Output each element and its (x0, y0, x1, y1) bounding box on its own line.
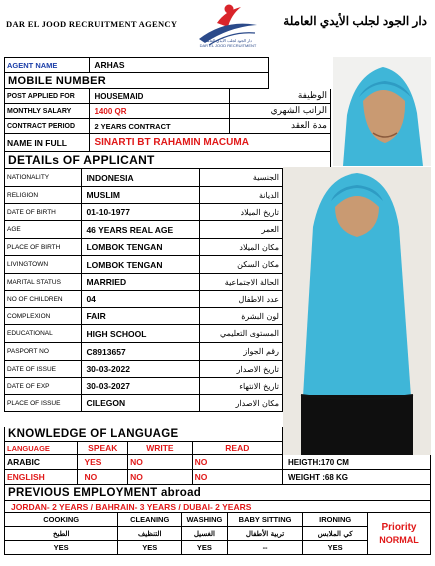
detail-label: NO OF CHILDREN (5, 291, 82, 307)
portrait-photo-icon (333, 57, 431, 166)
detail-label: MARITAL STATUS (5, 274, 82, 290)
write-value: NO (128, 455, 193, 469)
employment-countries-row (4, 501, 431, 513)
agent-name-label: AGENT NAME (5, 58, 90, 72)
detail-row (4, 343, 283, 361)
write-value: NO (128, 470, 193, 484)
job-value: HOUSEMAID (90, 89, 229, 103)
priority-label: Priority (381, 522, 417, 533)
full-body-photo-icon (283, 167, 431, 455)
language-name: ENGLISH (5, 470, 78, 484)
detail-value: C8913657 (82, 343, 199, 360)
detail-label-arabic: الجنسية (252, 173, 279, 182)
weight-value: WEIGHT :68 KG (288, 472, 349, 482)
detail-value: HIGH SCHOOL (82, 325, 199, 342)
priority-value: NORMAL (379, 535, 419, 545)
speak-value: YES (78, 455, 128, 469)
employment-title-row (4, 485, 431, 501)
detail-label-arabic: مكان الاصدار (235, 398, 279, 408)
detail-label: DATE OF ISSUE (5, 361, 82, 377)
detail-label-arabic: مكان السكن (237, 260, 279, 269)
detail-row (4, 325, 283, 343)
weight-row (283, 470, 431, 485)
detail-label: DATE OF BIRTH (5, 204, 82, 220)
job-label: POST APPLIED FOR (5, 89, 90, 103)
detail-label: RELIGION (5, 187, 82, 203)
detail-row (4, 187, 283, 204)
skill-cell: BABY SITTING (228, 513, 304, 526)
height-value: HEIGTH:170 CM (288, 457, 349, 467)
detail-row (4, 395, 283, 412)
agency-name-arabic: دار الجود لجلب الأيدي العاملة (283, 14, 427, 28)
language-name: ARABIC (5, 455, 78, 469)
skills-row (4, 527, 368, 541)
detail-value: MARRIED (82, 274, 199, 290)
job-label-arabic: مدة العقد (291, 121, 327, 131)
detail-value: INDONESIA (82, 169, 199, 186)
language-title-row (4, 427, 283, 442)
language-row-arabic (4, 455, 283, 470)
skill-cell: CLEANING (118, 513, 182, 526)
language-header: LANGUAGE (5, 442, 78, 454)
skill-cell: COOKING (5, 513, 118, 526)
job-row-post (4, 89, 331, 104)
skill-cell: YES (327, 543, 343, 552)
skill-cell: WASHING (182, 513, 228, 526)
detail-label-arabic: لون البشرة (241, 311, 279, 321)
details-title: DETAILs OF APPLICANT (8, 153, 155, 167)
detail-row (4, 274, 283, 291)
detail-value: 04 (82, 291, 199, 307)
skill-cell: تربية الأطفال (228, 527, 304, 540)
detail-label-arabic: رقم الجواز (243, 347, 279, 356)
detail-row (4, 239, 283, 256)
detail-label: NATIONALITY (5, 169, 82, 186)
skill-cell: الطبخ (5, 527, 118, 540)
detail-label: PASPORT NO (5, 343, 82, 360)
language-row-english (4, 470, 283, 485)
language-header-row (4, 442, 283, 455)
detail-value: CILEGON (82, 395, 199, 411)
job-label: MONTHLY SALARY (5, 104, 90, 118)
skills-row (4, 513, 368, 527)
detail-value: 30-03-2027 (82, 378, 199, 394)
job-value: 1400 QR (90, 104, 229, 118)
height-row (283, 455, 431, 470)
employment-countries: JORDAN- 2 YEARS / BAHRAIN- 3 YEARS / DUBAI- 2 YEARS (11, 501, 252, 512)
detail-label-arabic: الديانة (258, 190, 279, 200)
letterhead (0, 0, 435, 56)
detail-label-arabic: الحالة الاجتماعية (224, 277, 279, 287)
speak-header: SPEAK (78, 442, 128, 454)
detail-label-arabic: تاريخ الميلاد (240, 207, 279, 217)
detail-row (4, 256, 283, 274)
language-title: KNOWLEDGE OF LANGUAGE (8, 428, 179, 440)
detail-value: LOMBOK TENGAN (82, 239, 199, 255)
job-row-salary (4, 104, 331, 119)
agent-name-value: ARHAS (94, 60, 125, 70)
detail-value: LOMBOK TENGAN (82, 256, 199, 273)
skill-cell: كي الملابس (317, 529, 353, 538)
detail-row (4, 204, 283, 221)
full-name-label: NAME IN FULL (5, 134, 90, 151)
detail-label-arabic: تاريخ الاصدار (236, 364, 279, 374)
read-header: READ (225, 443, 250, 453)
skill-cell: التنظيف (118, 527, 182, 540)
detail-label-arabic: المستوى التعليمي (219, 329, 279, 338)
detail-row (4, 378, 283, 395)
detail-label-arabic: مكان الميلاد (239, 242, 279, 252)
agent-row (4, 57, 269, 73)
skill-cell: الغسيل (182, 527, 228, 540)
write-header: WRITE (128, 442, 193, 454)
detail-label: AGE (5, 221, 82, 238)
job-label: CONTRACT PERIOD (5, 119, 90, 133)
full-name-row (4, 134, 331, 152)
detail-label: EDUCATIONAL (5, 325, 82, 342)
skills-row (4, 541, 368, 555)
detail-value: FAIR (82, 308, 199, 324)
detail-row (4, 291, 283, 308)
read-value: NO (194, 457, 208, 467)
detail-value: 01-10-1977 (82, 204, 199, 220)
applicant-portrait-photo (333, 57, 431, 166)
job-label-arabic: الراتب الشهري (270, 106, 327, 116)
read-value: NO (194, 472, 208, 482)
skill-cell: IRONING (319, 515, 352, 524)
job-label-arabic: الوظيفة (297, 91, 327, 101)
detail-row (4, 308, 283, 325)
job-row-contract (4, 119, 331, 134)
job-value: 2 YEARS CONTRACT (90, 119, 229, 133)
skill-cell: YES (118, 541, 182, 554)
mobile-row (4, 73, 269, 89)
detail-label-arabic: عدد الاطفال (238, 294, 279, 304)
detail-label: PLACE OF BIRTH (5, 239, 82, 255)
detail-label-arabic: تاريخ الانتهاء (239, 381, 279, 391)
logo-caption: دار الجود لجلب الأيدي العاملة DAR EL JOOD RECRUITMENT (199, 38, 257, 48)
detail-label: COMPLEXION (5, 308, 82, 324)
skill-cell: -- (228, 541, 304, 554)
skill-cell: YES (182, 541, 228, 554)
detail-label: PLACE OF ISSUE (5, 395, 82, 411)
speak-value: NO (78, 470, 128, 484)
detail-label: DATE OF EXP (5, 378, 82, 394)
detail-value: MUSLIM (82, 187, 199, 203)
applicant-full-photo (283, 167, 431, 455)
mobile-number-label: MOBILE NUMBER (8, 74, 107, 87)
detail-value: 30-03-2022 (82, 361, 199, 377)
detail-row (4, 361, 283, 378)
priority-box (368, 513, 431, 555)
agency-name-english: DAR EL JOOD RECRUITMENT AGENCY (6, 19, 178, 29)
skill-cell: YES (5, 541, 118, 554)
full-name-value: SINARTI BT RAHAMIN MACUMA (94, 137, 249, 148)
detail-row (4, 221, 283, 239)
details-title-row (4, 152, 331, 169)
detail-value: 46 YEARS REAL AGE (82, 221, 199, 238)
employment-title: PREVIOUS EMPLOYMENT abroad (8, 486, 202, 499)
detail-label: LIVINGTOWN (5, 256, 82, 273)
detail-row (4, 169, 283, 187)
detail-label-arabic: العمر (261, 225, 279, 234)
